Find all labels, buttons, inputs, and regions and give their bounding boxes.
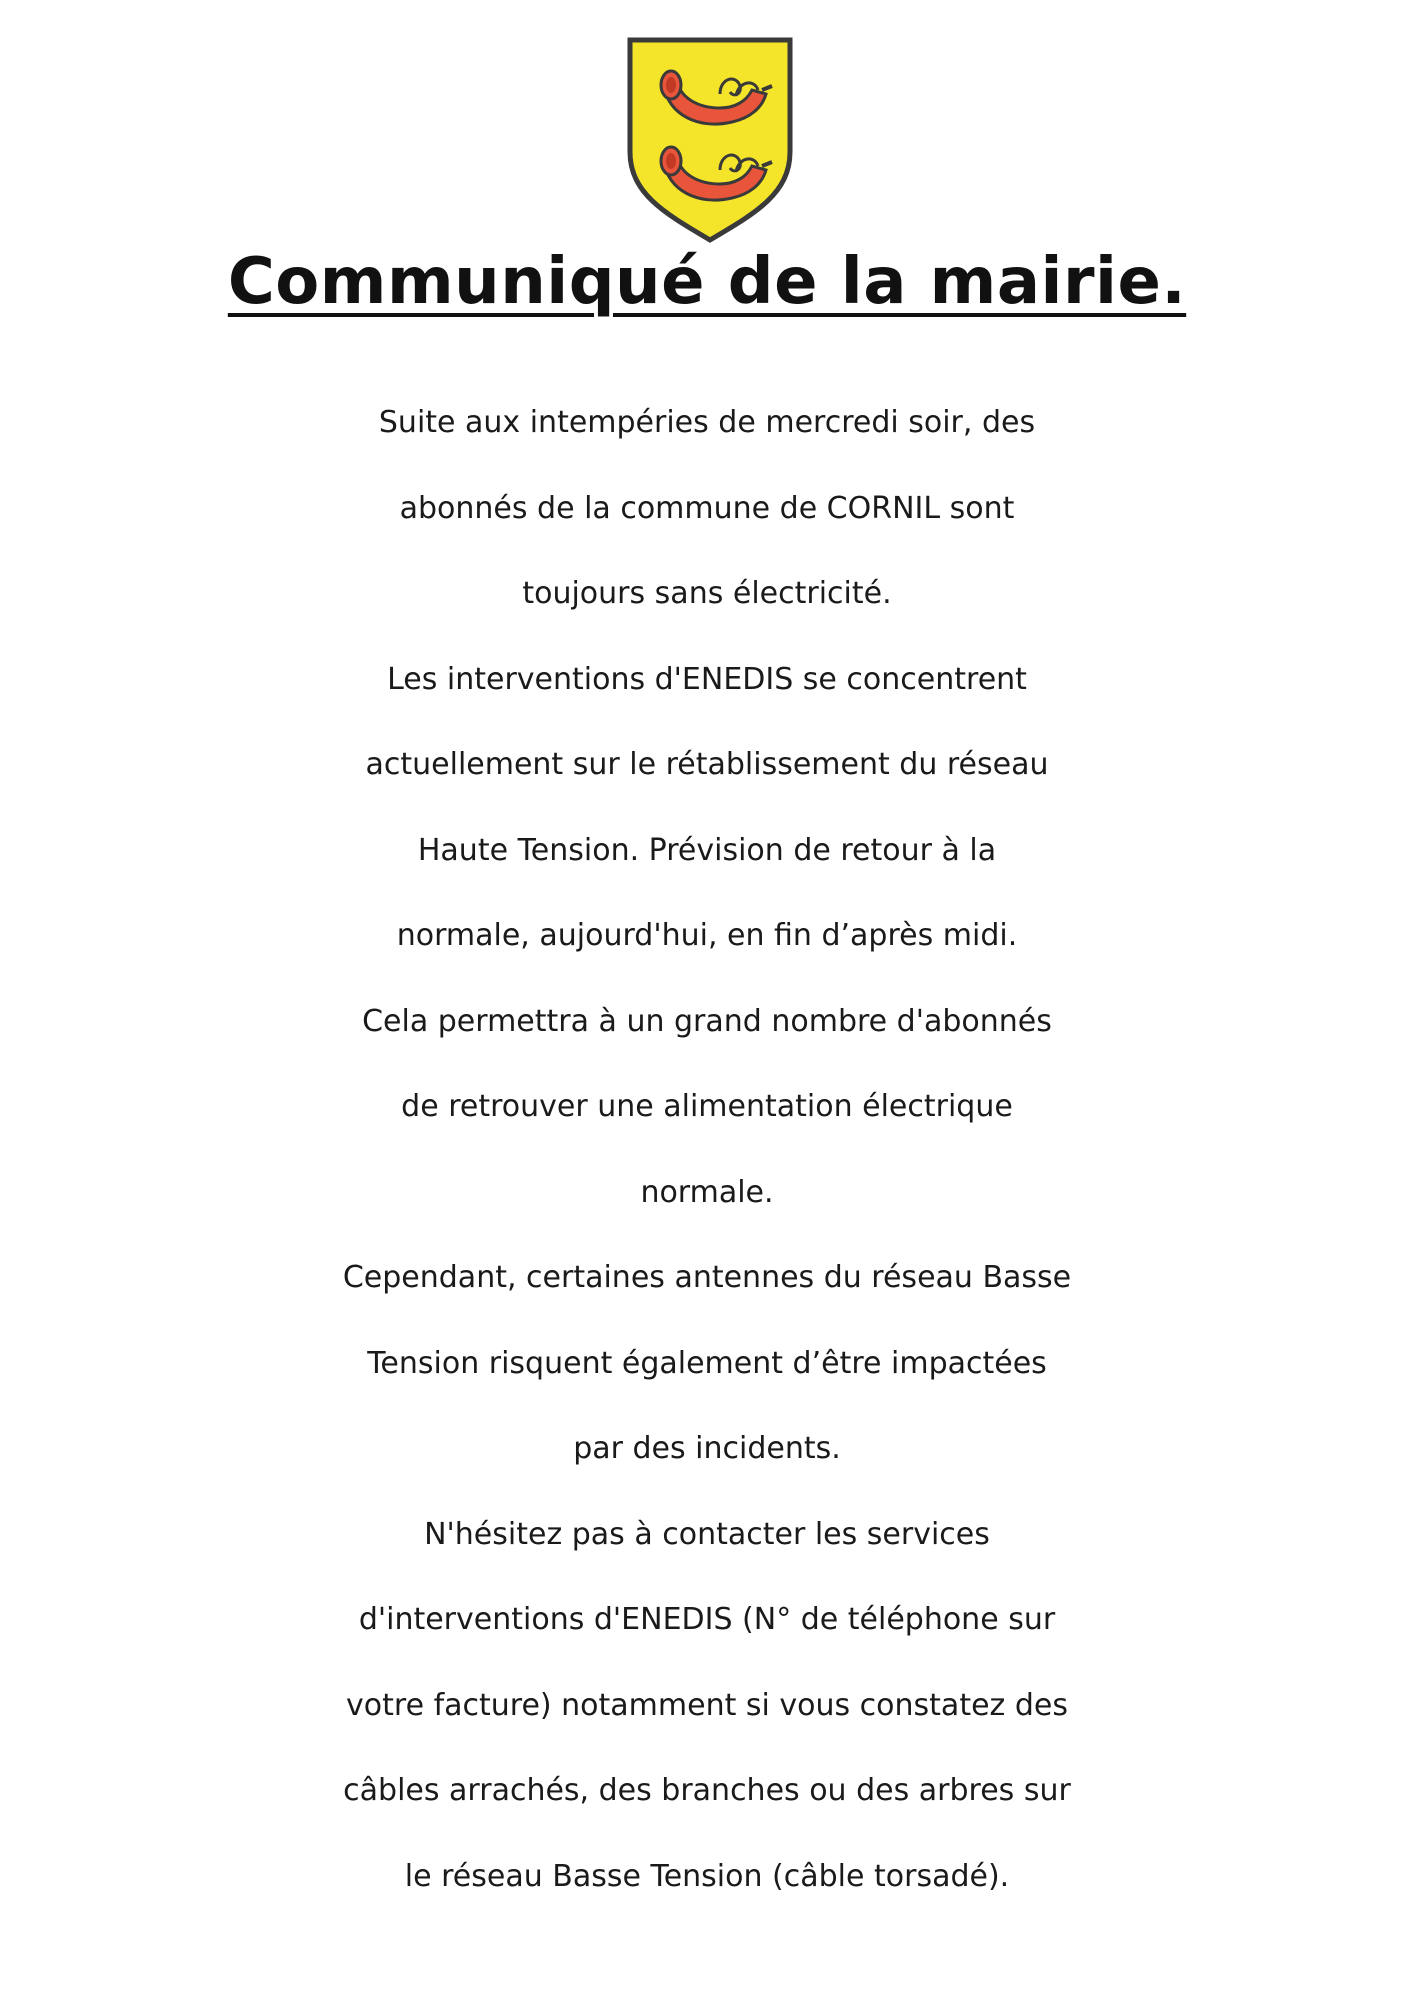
notice-line: le réseau Basse Tension (câble torsadé).	[404, 1858, 1010, 1894]
notice-line: Tension risquent également d’être impactées	[367, 1345, 1047, 1381]
page-title: Communiqué de la mairie.	[227, 245, 1187, 319]
coat-of-arms-icon	[624, 34, 796, 246]
notice-line: votre facture) notamment si vous constatez des	[346, 1687, 1068, 1723]
notice-line: Haute Tension. Prévision de retour à la	[417, 832, 997, 868]
notice-line: de retrouver une alimentation électrique	[401, 1089, 1013, 1124]
notice-line: Suite aux intempéries de mercredi soir, des	[378, 405, 1036, 440]
notice-line: abonnés de la commune de CORNIL sont	[399, 490, 1015, 526]
notice-line: par des incidents.	[573, 1431, 841, 1466]
notice-line: N'hésitez pas à contacter les services	[424, 1516, 990, 1552]
notice-line: Cependant, certaines antennes du réseau Basse	[342, 1260, 1072, 1295]
notice-line: normale, aujourd'hui, en fin d’après midi.	[396, 918, 1018, 953]
notice-line: Cela permettra à un grand nombre d'abonnés	[362, 1003, 1052, 1039]
notice-line: d'interventions d'ENEDIS (N° de téléphone sur	[358, 1602, 1056, 1637]
notice-line: actuellement sur le rétablissement du réseau	[365, 747, 1049, 782]
notice-line: câbles arrachés, des branches ou des arbres sur	[343, 1773, 1071, 1808]
notice-line: normale.	[640, 1174, 774, 1210]
notice-line: Les interventions d'ENEDIS se concentrent	[387, 661, 1027, 697]
notice-line: toujours sans électricité.	[522, 576, 892, 611]
notice-body	[0, 380, 1414, 1919]
shield-shape	[630, 40, 790, 240]
